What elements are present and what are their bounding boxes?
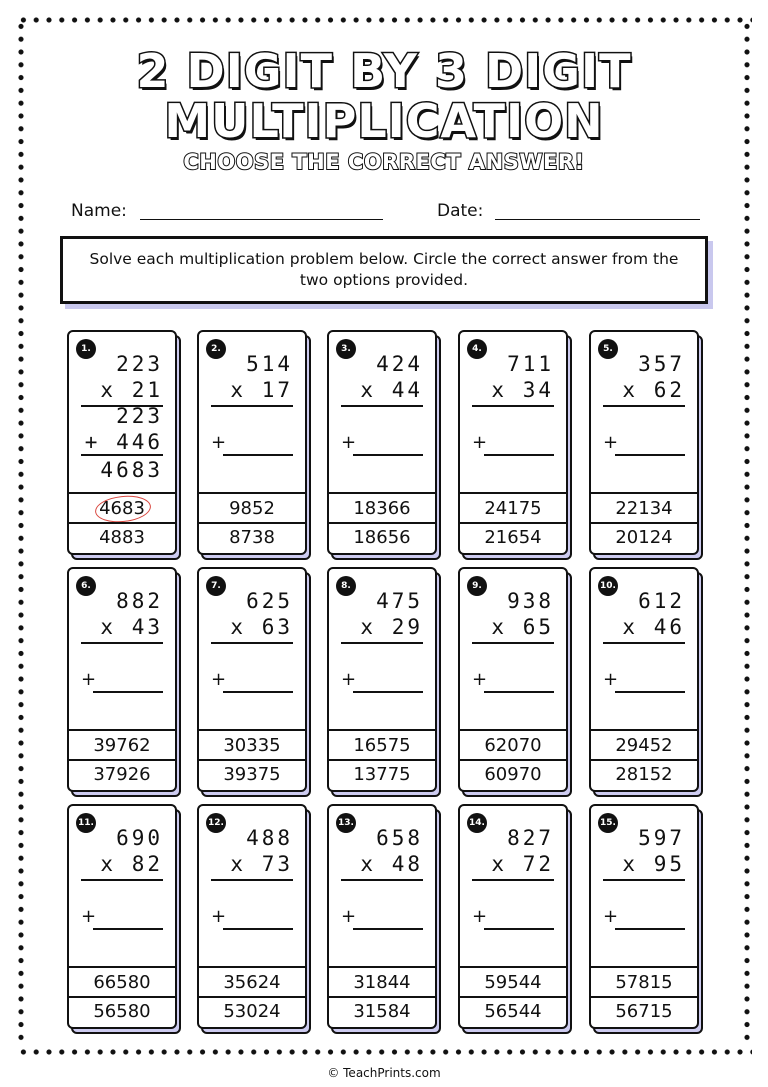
problem-number-badge: 1. (76, 339, 96, 359)
problem-card (589, 567, 699, 792)
answer-choice-1-text: 22134 (615, 498, 673, 519)
multiplication-rule (603, 642, 685, 644)
answer-choice-2[interactable] (460, 760, 566, 790)
answer-choice-1-text: 39762 (93, 735, 151, 756)
plus-sign: + (211, 669, 227, 690)
answer-rule[interactable] (93, 691, 163, 693)
instructions-text: Solve each multiplication problem below. Circle the correct answer from the two options provided. (89, 250, 679, 289)
problem-number-badge: 3. (336, 339, 356, 359)
partial-product-1: 223 (116, 404, 163, 428)
problem-card (327, 804, 437, 1029)
problem-number-badge: 5. (598, 339, 618, 359)
final-product: 4683 (100, 458, 163, 482)
problem-card (458, 804, 568, 1029)
multiplier: x 82 (100, 852, 163, 876)
answer-choice-1[interactable] (460, 968, 566, 998)
answer-choice-1[interactable] (460, 731, 566, 761)
problem-number-badge: 10. (598, 576, 618, 596)
answer-choice-2-text: 39375 (223, 764, 281, 785)
answer-rule[interactable] (93, 928, 163, 930)
answer-choice-2[interactable] (199, 997, 305, 1027)
problem-number-badge: 8. (336, 576, 356, 596)
answer-choice-1-text: 4683 (99, 498, 145, 519)
problem-number-badge: 11. (76, 813, 96, 833)
answer-choice-2[interactable] (329, 523, 435, 553)
answer-rule[interactable] (484, 691, 554, 693)
multiplication-rule (472, 642, 554, 644)
answer-choice-2[interactable] (460, 997, 566, 1027)
answer-choice-2-text: 13775 (353, 764, 411, 785)
date-label: Date: (437, 201, 484, 221)
answer-choice-1[interactable] (329, 731, 435, 761)
multiplier: x 17 (230, 378, 293, 402)
answer-choice-1[interactable] (329, 968, 435, 998)
worksheet-subtitle: CHOOSE THE CORRECT ANSWER! (183, 150, 585, 174)
multiplicand: 658 (376, 826, 423, 850)
answer-choice-2-text: 28152 (615, 764, 673, 785)
worksheet-title-line-1: 2 DIGIT BY 3 DIGIT (136, 44, 632, 98)
plus-sign: + (211, 906, 227, 927)
multiplier: x 34 (491, 378, 554, 402)
multiplication-rule (211, 879, 293, 881)
answer-choice-2[interactable] (329, 997, 435, 1027)
answer-choice-2[interactable] (591, 997, 697, 1027)
problem-number-badge: 9. (467, 576, 487, 596)
problem-card (589, 330, 699, 555)
multiplication-rule (81, 642, 163, 644)
plus-sign: + (81, 906, 97, 927)
answer-choice-1[interactable] (591, 968, 697, 998)
answer-choice-1-text: 18366 (353, 498, 411, 519)
problem-number-badge: 13. (336, 813, 356, 833)
multiplication-rule (472, 405, 554, 407)
answer-choice-1[interactable] (460, 494, 566, 524)
multiplier: x 65 (491, 615, 554, 639)
answer-rule[interactable] (615, 928, 685, 930)
multiplier: x 72 (491, 852, 554, 876)
partial-product-2: + 446 (84, 430, 163, 454)
multiplicand: 514 (246, 352, 293, 376)
answer-rule[interactable] (223, 454, 293, 456)
answer-choice-2-text: 20124 (615, 527, 673, 548)
problem-number-badge: 6. (76, 576, 96, 596)
answer-choice-2-text: 56580 (93, 1001, 151, 1022)
bottom-dotted-border (17, 1048, 752, 1056)
sum-rule (81, 454, 163, 456)
answer-choice-2[interactable] (199, 523, 305, 553)
problem-number-badge: 2. (206, 339, 226, 359)
answer-choice-1-text: 31844 (353, 972, 411, 993)
answer-choice-2-text: 60970 (484, 764, 542, 785)
multiplier: x 95 (622, 852, 685, 876)
answer-choice-2[interactable] (69, 760, 175, 790)
copyright-footer: © TeachPrints.com (327, 1066, 441, 1080)
answer-choice-2-text: 56715 (615, 1001, 673, 1022)
name-field[interactable] (140, 219, 383, 220)
answer-choice-2[interactable] (591, 760, 697, 790)
answer-rule[interactable] (223, 928, 293, 930)
plus-sign: + (472, 432, 488, 453)
answer-choice-1-text: 66580 (93, 972, 151, 993)
problem-card (197, 567, 307, 792)
multiplication-rule (603, 405, 685, 407)
name-label: Name: (71, 201, 127, 221)
answer-choice-2-text: 18656 (353, 527, 411, 548)
multiplicand: 488 (246, 826, 293, 850)
answer-choice-1-text: 29452 (615, 735, 673, 756)
answer-choice-1[interactable] (591, 494, 697, 524)
plus-sign: + (603, 669, 619, 690)
problem-card (67, 567, 177, 792)
multiplication-rule (341, 879, 423, 881)
multiplicand: 357 (638, 352, 685, 376)
multiplier: x 44 (360, 378, 423, 402)
answer-rule[interactable] (353, 928, 423, 930)
answer-rule[interactable] (615, 691, 685, 693)
answer-choice-1[interactable] (69, 731, 175, 761)
instructions-box (60, 236, 708, 304)
answer-choice-2-text: 56544 (484, 1001, 542, 1022)
answer-choice-1-text: 16575 (353, 735, 411, 756)
problem-card (67, 804, 177, 1029)
plus-sign: + (341, 432, 357, 453)
answer-rule[interactable] (615, 454, 685, 456)
multiplier: x 29 (360, 615, 423, 639)
answer-choice-1-text: 57815 (615, 972, 673, 993)
plus-sign: + (211, 432, 227, 453)
problem-card (589, 804, 699, 1029)
answer-choice-1[interactable] (329, 494, 435, 524)
answer-choice-1-text: 35624 (223, 972, 281, 993)
problem-card (327, 567, 437, 792)
answer-choice-1[interactable] (591, 731, 697, 761)
multiplicand: 597 (638, 826, 685, 850)
answer-choice-1[interactable] (199, 968, 305, 998)
multiplicand: 882 (116, 589, 163, 613)
answer-choice-2-text: 4883 (99, 527, 145, 548)
multiplicand: 424 (376, 352, 423, 376)
problem-card (458, 567, 568, 792)
problem-number-badge: 4. (467, 339, 487, 359)
problem-number-badge: 15. (598, 813, 618, 833)
plus-sign: + (472, 906, 488, 927)
answer-choice-1-text: 62070 (484, 735, 542, 756)
problem-card (458, 330, 568, 555)
answer-choice-2[interactable] (69, 523, 175, 553)
plus-sign: + (472, 669, 488, 690)
plus-sign: + (603, 432, 619, 453)
multiplication-rule (472, 879, 554, 881)
multiplicand: 475 (376, 589, 423, 613)
answer-choice-2[interactable] (591, 523, 697, 553)
plus-sign: + (341, 906, 357, 927)
multiplicand: 711 (507, 352, 554, 376)
multiplication-rule (341, 642, 423, 644)
multiplication-rule (341, 405, 423, 407)
answer-rule[interactable] (484, 928, 554, 930)
multiplicand: 223 (116, 352, 163, 376)
answer-rule[interactable] (223, 691, 293, 693)
answer-choice-2[interactable] (329, 760, 435, 790)
multiplicand: 612 (638, 589, 685, 613)
answer-choice-2-text: 37926 (93, 764, 151, 785)
answer-choice-1[interactable] (199, 494, 305, 524)
problem-number-badge: 14. (467, 813, 487, 833)
answer-choice-1[interactable] (69, 494, 175, 524)
problem-number-badge: 7. (206, 576, 226, 596)
problem-card (197, 804, 307, 1029)
multiplicand: 938 (507, 589, 554, 613)
answer-choice-1-text: 24175 (484, 498, 542, 519)
plus-sign: + (603, 906, 619, 927)
multiplier: x 63 (230, 615, 293, 639)
answer-rule[interactable] (353, 454, 423, 456)
answer-rule[interactable] (484, 454, 554, 456)
answer-choice-2[interactable] (199, 760, 305, 790)
top-dotted-border (17, 16, 752, 24)
multiplier: x 73 (230, 852, 293, 876)
worksheet-title-line-2: MULTIPLICATION (164, 94, 604, 148)
multiplier: x 48 (360, 852, 423, 876)
answer-choice-1[interactable] (199, 731, 305, 761)
problem-card (197, 330, 307, 555)
multiplication-rule (211, 405, 293, 407)
multiplier: x 43 (100, 615, 163, 639)
multiplicand: 625 (246, 589, 293, 613)
plus-sign: + (81, 669, 97, 690)
date-field[interactable] (495, 219, 700, 220)
problem-card (67, 330, 177, 555)
multiplicand: 690 (116, 826, 163, 850)
multiplicand: 827 (507, 826, 554, 850)
problem-card (327, 330, 437, 555)
answer-choice-2-text: 53024 (223, 1001, 281, 1022)
multiplication-rule (603, 879, 685, 881)
problem-number-badge: 12. (206, 813, 226, 833)
answer-choice-1[interactable] (69, 968, 175, 998)
answer-choice-1-text: 9852 (229, 498, 275, 519)
multiplier: x 46 (622, 615, 685, 639)
answer-choice-1-text: 59544 (484, 972, 542, 993)
multiplier: x 21 (100, 378, 163, 402)
plus-sign: + (341, 669, 357, 690)
answer-choice-2[interactable] (69, 997, 175, 1027)
answer-choice-2-text: 8738 (229, 527, 275, 548)
multiplication-rule (81, 879, 163, 881)
answer-choice-2[interactable] (460, 523, 566, 553)
answer-choice-2-text: 21654 (484, 527, 542, 548)
multiplication-rule (211, 642, 293, 644)
multiplier: x 62 (622, 378, 685, 402)
answer-choice-2-text: 31584 (353, 1001, 411, 1022)
answer-choice-1-text: 30335 (223, 735, 281, 756)
answer-rule[interactable] (353, 691, 423, 693)
